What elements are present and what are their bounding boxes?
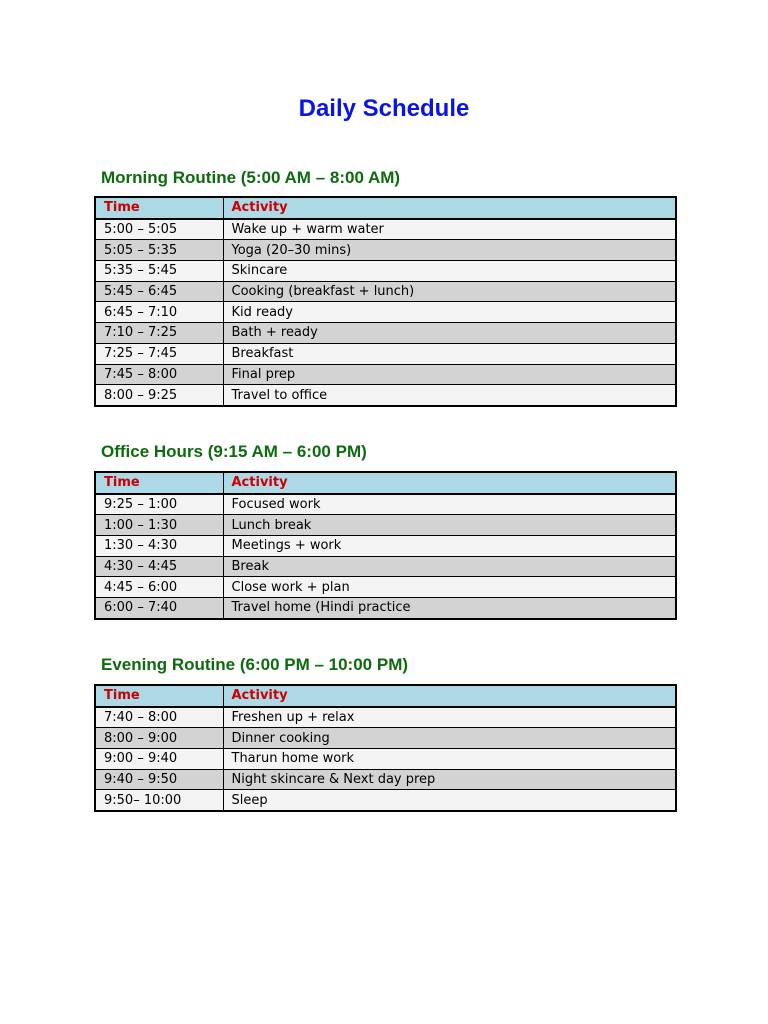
time-cell: 5:35 – 5:45 [95,261,223,282]
time-cell: 9:40 – 9:50 [95,769,223,790]
evening-routine-table [94,684,677,812]
activity-cell: Yoga (20–30 mins) [223,240,676,261]
table-row [95,515,676,536]
time-cell: 7:45 – 8:00 [95,364,223,385]
activity-cell: Skincare [223,261,676,282]
time-column-header: Time [95,685,223,707]
morning-routine-table [94,196,677,407]
activity-cell: Focused work [223,494,676,515]
table-row [95,302,676,323]
table-row [95,728,676,749]
activity-cell: Kid ready [223,302,676,323]
table-row [95,749,676,770]
office-hours-heading: Office Hours (9:15 AM – 6:00 PM) [101,442,367,461]
activity-cell: Lunch break [223,515,676,536]
table-row [95,281,676,302]
table-row [95,343,676,364]
activity-cell: Freshen up + relax [223,707,676,728]
table-row [95,240,676,261]
activity-cell: Break [223,556,676,577]
table-row [95,790,676,811]
activity-cell: Travel home (Hindi practice [223,598,676,619]
office-hours-table [94,471,677,620]
activity-column-header: Activity [223,685,676,707]
page-title: Daily Schedule [298,95,470,122]
time-cell: 1:00 – 1:30 [95,515,223,536]
time-cell: 9:25 – 1:00 [95,494,223,515]
activity-cell: Breakfast [223,343,676,364]
table-header-row [95,472,676,494]
table-row [95,261,676,282]
table-row [95,598,676,619]
evening-routine-heading: Evening Routine (6:00 PM – 10:00 PM) [101,655,409,674]
time-cell: 9:50– 10:00 [95,790,223,811]
time-cell: 4:45 – 6:00 [95,577,223,598]
time-cell: 7:40 – 8:00 [95,707,223,728]
table-row [95,769,676,790]
time-column-header: Time [95,197,223,219]
table-header-row [95,197,676,219]
time-cell: 5:00 – 5:05 [95,219,223,240]
time-cell: 6:45 – 7:10 [95,302,223,323]
activity-cell: Cooking (breakfast + lunch) [223,281,676,302]
activity-cell: Wake up + warm water [223,219,676,240]
table-row [95,385,676,406]
table-header-row [95,685,676,707]
time-cell: 6:00 – 7:40 [95,598,223,619]
activity-cell: Travel to office [223,385,676,406]
time-cell: 5:45 – 6:45 [95,281,223,302]
table-row [95,494,676,515]
activity-column-header: Activity [223,472,676,494]
time-cell: 8:00 – 9:25 [95,385,223,406]
table-row [95,707,676,728]
activity-cell: Night skincare & Next day prep [223,769,676,790]
morning-routine-heading: Morning Routine (5:00 AM – 8:00 AM) [101,168,401,187]
table-row [95,323,676,344]
table-row [95,577,676,598]
time-cell: 9:00 – 9:40 [95,749,223,770]
activity-cell: Dinner cooking [223,728,676,749]
time-cell: 7:10 – 7:25 [95,323,223,344]
time-cell: 7:25 – 7:45 [95,343,223,364]
activity-cell: Tharun home work [223,749,676,770]
activity-cell: Meetings + work [223,536,676,557]
time-cell: 5:05 – 5:35 [95,240,223,261]
activity-cell: Sleep [223,790,676,811]
table-row [95,364,676,385]
table-row [95,536,676,557]
time-cell: 4:30 – 4:45 [95,556,223,577]
table-row [95,556,676,577]
time-cell: 8:00 – 9:00 [95,728,223,749]
activity-cell: Close work + plan [223,577,676,598]
activity-column-header: Activity [223,197,676,219]
time-cell: 1:30 – 4:30 [95,536,223,557]
activity-cell: Bath + ready [223,323,676,344]
time-column-header: Time [95,472,223,494]
table-row [95,219,676,240]
activity-cell: Final prep [223,364,676,385]
